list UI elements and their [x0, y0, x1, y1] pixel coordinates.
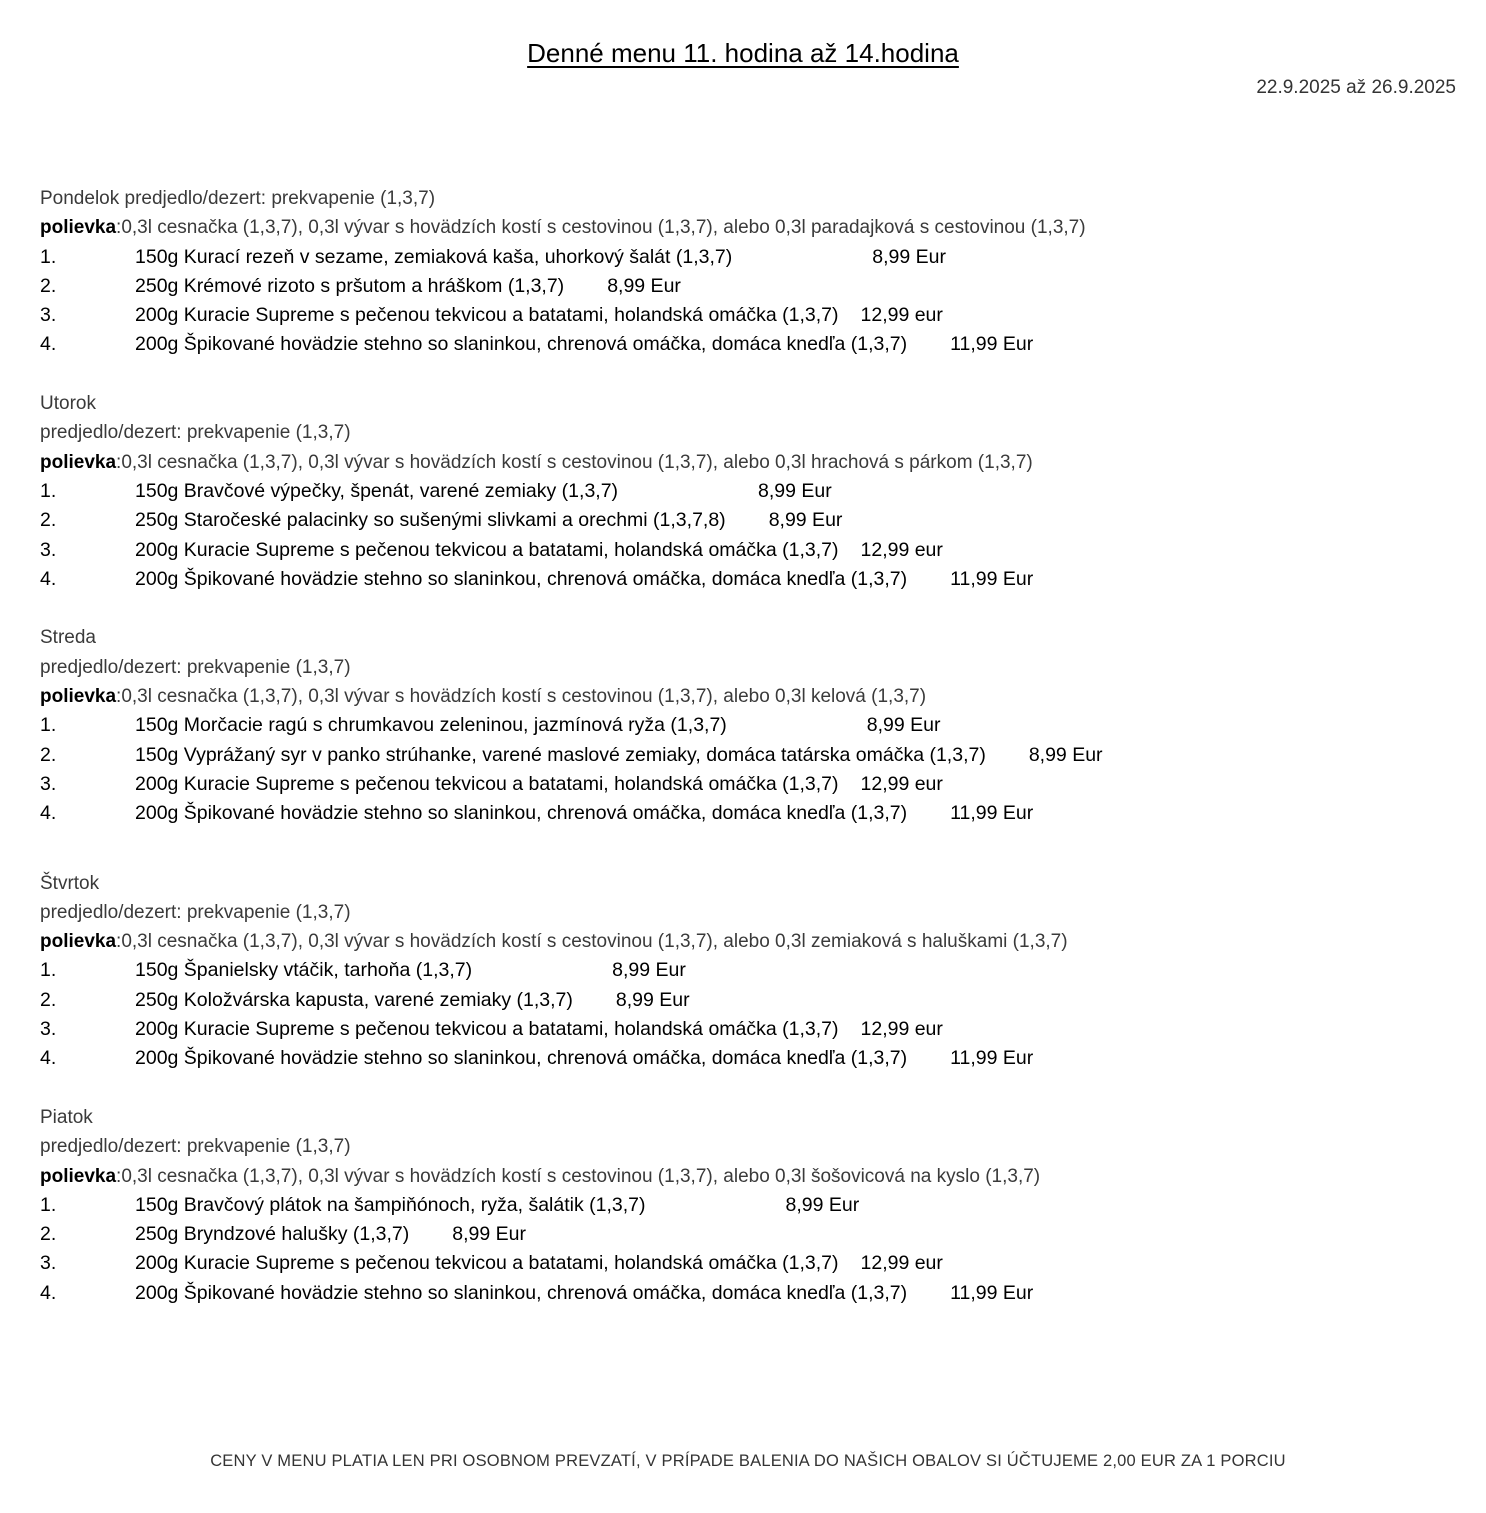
dish-price: 8,99 Eur: [866, 714, 941, 737]
dish-name: 200g Kuracie Supreme s pečenou tekvicou a batatami, holandská omáčka (1,3,7): [135, 538, 839, 561]
dish-price: 11,99 Eur: [950, 1281, 1034, 1304]
dish-price: 11,99 Eur: [950, 1047, 1034, 1070]
dish-name: 250g Bryndzové halušky (1,3,7): [135, 1223, 410, 1246]
starter-text: predjedlo/dezert: prekvapenie (1,3,7): [40, 656, 351, 678]
dish-number: 3.: [40, 1252, 57, 1275]
soup-line: [40, 213, 1460, 242]
dish-price: 11,99 Eur: [950, 333, 1034, 356]
dish-number: 2.: [40, 274, 57, 297]
dish-item: [40, 1279, 1460, 1308]
dish-number: 3.: [40, 1018, 57, 1041]
day-block: [40, 869, 1460, 1074]
dish-name: 200g Kuracie Supreme s pečenou tekvicou a batatami, holandská omáčka (1,3,7): [135, 304, 839, 327]
dish-number: 1.: [40, 959, 57, 982]
dish-price: 12,99 eur: [860, 538, 943, 561]
soup-text: :0,3l cesnačka (1,3,7), 0,3l vývar s hovädzích kostí s cestovinou (1,3,7), alebo 0,3l paradajková s cestovinou (1,3,7): [116, 217, 1086, 239]
dish-number: 2.: [40, 988, 57, 1011]
starter-text: predjedlo/dezert: prekvapenie (1,3,7): [124, 188, 436, 209]
dish-name: 150g Kurací rezeň v sezame, zemiaková kaša, uhorkový šalát (1,3,7): [135, 245, 733, 268]
dish-number: 4.: [40, 1281, 57, 1304]
dish-item: [40, 799, 1460, 828]
dish-number: 3.: [40, 538, 57, 561]
dish-item: [40, 1015, 1460, 1044]
dish-name: 150g Bravčový plátok na šampiňónoch, ryža, šalátik (1,3,7): [135, 1193, 646, 1216]
dish-number: 2.: [40, 743, 57, 766]
soup-line: [40, 927, 1460, 956]
dish-name: 150g Vyprážaný syr v panko strúhanke, varené maslové zemiaky, domáca tatárska omáčka (1,3,7): [135, 743, 986, 766]
dish-price: 8,99 Eur: [1028, 743, 1103, 766]
soup-text: :0,3l cesnačka (1,3,7), 0,3l vývar s hovädzích kostí s cestovinou (1,3,7), alebo 0,3l kelová (1,3,7): [116, 686, 927, 708]
dish-item: [40, 956, 1460, 985]
dish-number: 1.: [40, 1193, 57, 1216]
dish-item: [40, 1220, 1460, 1249]
dish-price: 12,99 eur: [860, 1252, 943, 1275]
dish-item: [40, 1191, 1460, 1220]
dish-number: 1.: [40, 479, 57, 502]
dish-name: 200g Špikované hovädzie stehno so slaninkou, chrenová omáčka, domáca knedľa (1,3,7): [135, 333, 908, 356]
day-block: [40, 389, 1460, 594]
dish-item: [40, 565, 1460, 594]
dish-price: 8,99 Eur: [615, 988, 690, 1011]
dish-price: 8,99 Eur: [452, 1223, 526, 1246]
soup-line: [40, 448, 1460, 477]
day-header: [40, 184, 1460, 213]
day-block: [40, 184, 1460, 360]
soup-label: polievka: [40, 1165, 117, 1187]
dish-name: 250g Koložvárska kapusta, varené zemiaky (1,3,7): [135, 988, 573, 1011]
day-block: [40, 623, 1460, 828]
dish-price: 8,99 Eur: [785, 1193, 860, 1216]
dish-item: [40, 272, 1460, 301]
footer-note: CENY V MENU PLATIA LEN PRI OSOBNOM PREVZATÍ, V PRÍPADE BALENIA DO NAŠICH OBALOV SI ÚČTUJEME 2,00 EUR ZA 1 PORCIU: [210, 1452, 1286, 1470]
dish-number: 4.: [40, 333, 57, 356]
dish-name: 150g Morčacie ragú s chrumkavou zeleninou, jazmínová ryža (1,3,7): [135, 714, 727, 737]
soup-label: polievka: [40, 217, 117, 239]
dish-item: [40, 506, 1460, 535]
dish-item: [40, 243, 1460, 272]
soup-line: [40, 1162, 1460, 1191]
dish-price: 8,99 Eur: [612, 959, 686, 982]
dish-name: 200g Kuracie Supreme s pečenou tekvicou a batatami, holandská omáčka (1,3,7): [135, 1252, 839, 1275]
dish-item: [40, 301, 1460, 330]
day-block: [40, 1103, 1460, 1308]
weekly-menu: [40, 184, 1460, 1308]
dish-number: 1.: [40, 245, 57, 268]
soup-line: [40, 682, 1460, 711]
dish-price: 8,99 Eur: [758, 479, 832, 502]
day-label: Piatok: [40, 1106, 93, 1128]
starter-text: predjedlo/dezert: prekvapenie (1,3,7): [40, 422, 351, 444]
starter-text: predjedlo/dezert: prekvapenie (1,3,7): [40, 901, 351, 923]
soup-text: :0,3l cesnačka (1,3,7), 0,3l vývar s hovädzích kostí s cestovinou (1,3,7), alebo 0,3l šošovicová na kyslo (1,3,7): [116, 1165, 1041, 1187]
dish-item: [40, 1249, 1460, 1278]
dish-price: 11,99 Eur: [950, 802, 1034, 825]
soup-text: :0,3l cesnačka (1,3,7), 0,3l vývar s hovädzích kostí s cestovinou (1,3,7), alebo 0,3l zemiaková s haluškami (1,3,7): [116, 931, 1068, 953]
day-label: Streda: [40, 627, 96, 649]
date-range: 22.9.2025 až 26.9.2025: [1256, 77, 1456, 98]
starter-text: predjedlo/dezert: prekvapenie (1,3,7): [40, 1136, 351, 1158]
dish-price: 12,99 eur: [860, 304, 943, 327]
dish-name: 200g Kuracie Supreme s pečenou tekvicou a batatami, holandská omáčka (1,3,7): [135, 772, 839, 795]
dish-name: 250g Staročeské palacinky so sušenými slivkami a orechmi (1,3,7,8): [135, 509, 726, 532]
dish-name: 200g Kuracie Supreme s pečenou tekvicou a batatami, holandská omáčka (1,3,7): [135, 1018, 839, 1041]
dish-price: 12,99 eur: [860, 1018, 943, 1041]
dish-name: 150g Bravčové výpečky, špenát, varené zemiaky (1,3,7): [135, 479, 619, 502]
dish-item: [40, 477, 1460, 506]
dish-item: [40, 741, 1460, 770]
dish-item: [40, 770, 1460, 799]
dish-item: [40, 711, 1460, 740]
dish-name: 150g Španielsky vtáčik, tarhoňa (1,3,7): [135, 959, 473, 982]
dish-name: 200g Špikované hovädzie stehno so slaninkou, chrenová omáčka, domáca knedľa (1,3,7): [135, 802, 908, 825]
soup-text: :0,3l cesnačka (1,3,7), 0,3l vývar s hovädzích kostí s cestovinou (1,3,7), alebo 0,3l hrachová s párkom (1,3,7): [116, 451, 1033, 473]
dish-name: 200g Špikované hovädzie stehno so slaninkou, chrenová omáčka, domáca knedľa (1,3,7): [135, 567, 908, 590]
dish-price: 8,99 Eur: [872, 245, 946, 268]
dish-name: 200g Špikované hovädzie stehno so slaninkou, chrenová omáčka, domáca knedľa (1,3,7): [135, 1047, 908, 1070]
dish-item: [40, 536, 1460, 565]
soup-label: polievka: [40, 931, 117, 953]
dish-number: 2.: [40, 1223, 57, 1246]
dish-item: [40, 330, 1460, 359]
dish-number: 2.: [40, 509, 57, 532]
dish-number: 1.: [40, 714, 57, 737]
dish-number: 4.: [40, 567, 57, 590]
dish-item: [40, 986, 1460, 1015]
day-label: Utorok: [40, 393, 96, 415]
dish-number: 4.: [40, 802, 57, 825]
soup-label: polievka: [40, 451, 117, 473]
day-label: Štvrtok: [40, 872, 100, 894]
day-label: Pondelok: [40, 188, 120, 209]
dish-price: 12,99 eur: [860, 772, 943, 795]
soup-label: polievka: [40, 686, 117, 708]
dish-number: 4.: [40, 1047, 57, 1070]
dish-price: 8,99 Eur: [768, 509, 843, 532]
dish-name: 200g Špikované hovädzie stehno so slaninkou, chrenová omáčka, domáca knedľa (1,3,7): [135, 1281, 908, 1304]
page-title: Denné menu 11. hodina až 14.hodina: [527, 38, 959, 68]
dish-price: 8,99 Eur: [607, 274, 681, 297]
dish-name: 250g Krémové rizoto s pršutom a hráškom (1,3,7): [135, 274, 565, 297]
dish-number: 3.: [40, 772, 57, 795]
dish-price: 11,99 Eur: [950, 567, 1034, 590]
dish-number: 3.: [40, 304, 57, 327]
dish-item: [40, 1044, 1460, 1073]
